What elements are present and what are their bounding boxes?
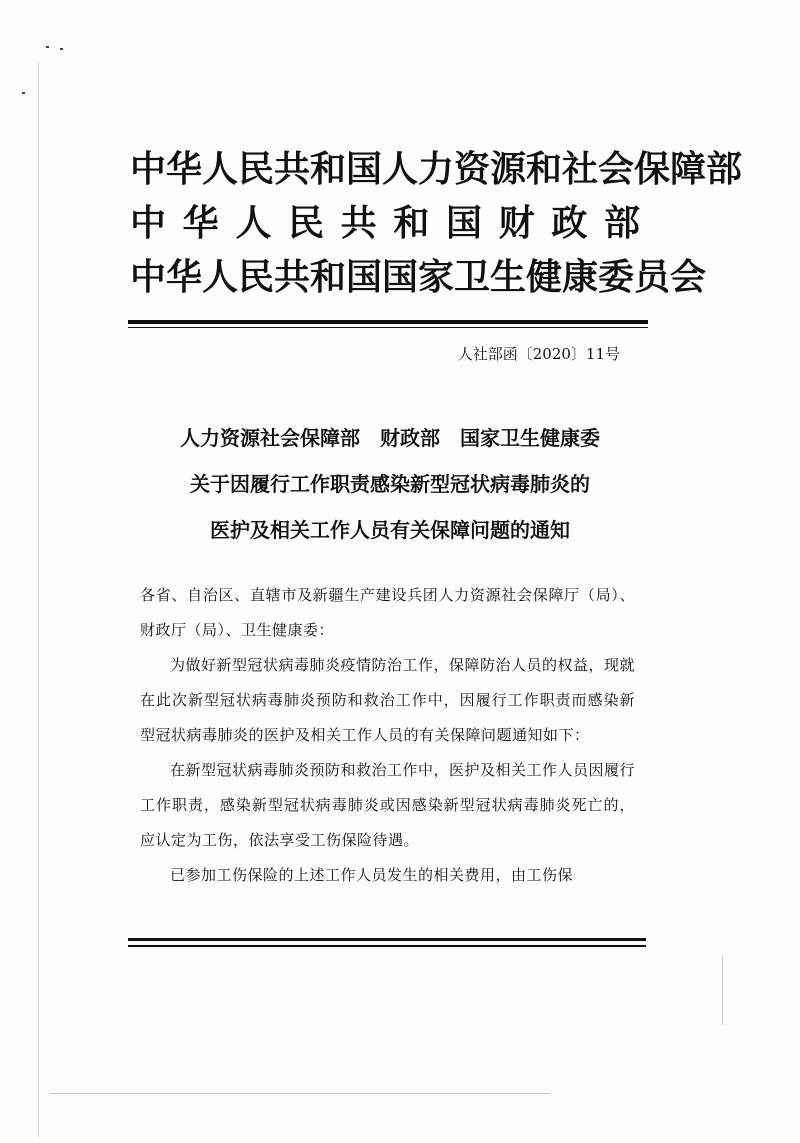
scan-speck bbox=[46, 46, 49, 48]
title-line: 人力资源社会保障部 财政部 国家卫生健康委 bbox=[180, 426, 600, 450]
header-rule-thin bbox=[128, 327, 648, 328]
document-body bbox=[140, 578, 635, 893]
issuer-line: 中华人民共和国人力资源和社会保障部 bbox=[130, 149, 743, 190]
body-paragraph: 已参加工伤保险的上述工作人员发生的相关费用，由工伤保 bbox=[170, 866, 574, 884]
scan-speck bbox=[60, 48, 63, 50]
scan-speck bbox=[22, 92, 25, 94]
scan-mark-right bbox=[722, 955, 723, 1025]
issuer-line: 中华人民共和国财政部 bbox=[130, 203, 640, 244]
body-paragraph: 在新型冠状病毒肺炎预防和救治工作中，医护及相关工作人员因履行工作职责，感染新型冠状病毒肺炎或因感染新型冠状病毒肺炎死亡的，应认定为工伤，依法享受工伤保险待遇。 bbox=[140, 761, 636, 849]
addressee: 各省、自治区、直辖市及新疆生产建设兵团人力资源社会保障厅（局）、财政厅（局）、卫生健康委： bbox=[140, 586, 635, 639]
title-line: 医护及相关工作人员有关保障问题的通知 bbox=[210, 518, 570, 542]
scan-edge-left bbox=[38, 62, 39, 1137]
footer-rule-thick bbox=[128, 938, 646, 941]
document-title bbox=[120, 415, 660, 553]
footer-rule-thin bbox=[128, 945, 646, 947]
header-rule-thick bbox=[128, 320, 648, 324]
issuer-line: 中华人民共和国国家卫生健康委员会 bbox=[130, 257, 707, 298]
title-line: 关于因履行工作职责感染新型冠状病毒肺炎的 bbox=[190, 472, 590, 496]
document-number: 人社部函〔2020〕11号 bbox=[457, 345, 620, 363]
scan-edge-bottom bbox=[50, 1093, 550, 1094]
body-paragraph: 为做好新型冠状病毒肺炎疫情防治工作，保障防治人员的权益，现就在此次新型冠状病毒肺炎预防和救治工作中，因履行工作职责而感染新型冠状病毒肺炎的医护及相关工作人员的有关保障问题通知如下： bbox=[140, 656, 636, 744]
issuing-authorities bbox=[130, 143, 743, 305]
